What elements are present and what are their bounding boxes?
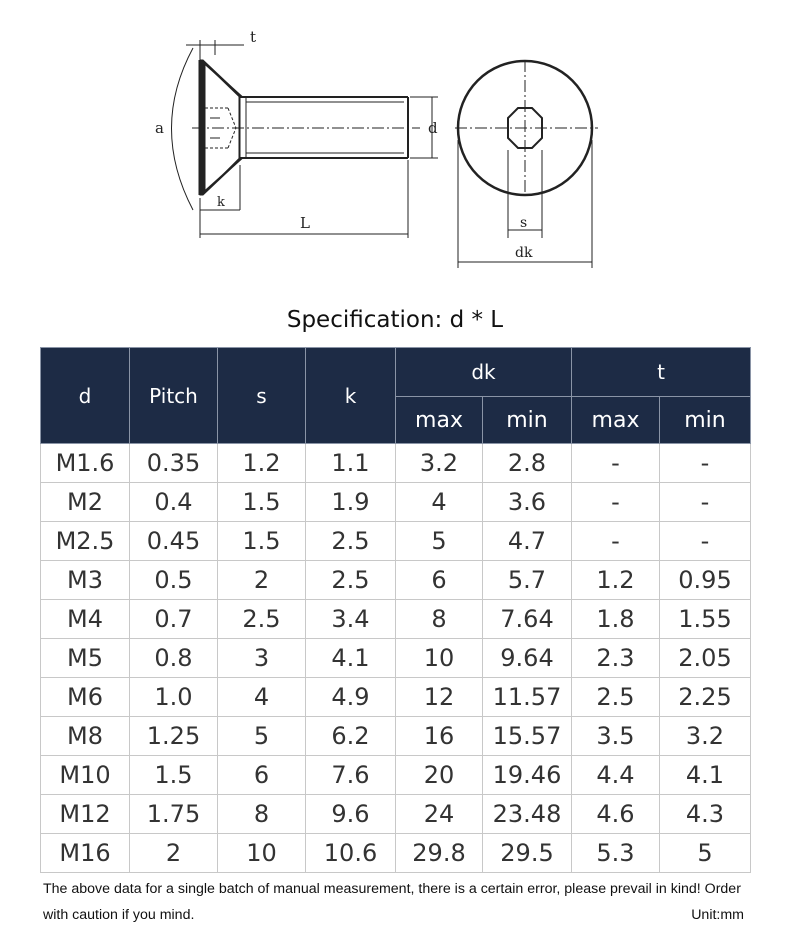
table-row: [41, 756, 751, 795]
table-cell: 3.5: [572, 717, 660, 756]
header-dk-min: min: [483, 397, 572, 444]
note-text: The above data for a single batch of manual measurement, there is a certain error, please prevail in kind! Order with caution if you mind.: [43, 881, 741, 923]
table-row: [41, 483, 751, 522]
table-cell: M16: [41, 834, 130, 873]
header-d: d: [41, 348, 130, 444]
table-cell: 2.25: [660, 678, 751, 717]
table-cell: 16: [396, 717, 483, 756]
header-dk-max: max: [396, 397, 483, 444]
table-cell: M3: [41, 561, 130, 600]
header-dk: dk: [396, 348, 572, 397]
table-cell: 7.64: [483, 600, 572, 639]
table-cell: -: [660, 483, 751, 522]
table-cell: 2.8: [483, 444, 572, 483]
table-cell: 3.2: [396, 444, 483, 483]
table-cell: 1.1: [306, 444, 396, 483]
label-L: L: [300, 214, 310, 232]
table-cell: 2.5: [572, 678, 660, 717]
table-cell: 4.9: [306, 678, 396, 717]
table-cell: 9.64: [483, 639, 572, 678]
table-row: [41, 561, 751, 600]
label-a: a: [155, 119, 164, 137]
table-cell: -: [572, 444, 660, 483]
table-cell: 1.5: [218, 522, 306, 561]
table-cell: 15.57: [483, 717, 572, 756]
table-row: [41, 717, 751, 756]
header-t: t: [572, 348, 751, 397]
table-cell: 11.57: [483, 678, 572, 717]
table-cell: 1.0: [130, 678, 218, 717]
table-cell: 0.95: [660, 561, 751, 600]
label-t: t: [250, 28, 257, 46]
label-dk: dk: [515, 245, 533, 261]
table-cell: 5.7: [483, 561, 572, 600]
table-cell: -: [660, 444, 751, 483]
table-cell: -: [572, 483, 660, 522]
table-cell: 4.1: [306, 639, 396, 678]
table-cell: 1.75: [130, 795, 218, 834]
label-d: d: [428, 119, 438, 137]
table-cell: 29.8: [396, 834, 483, 873]
table-cell: 5.3: [572, 834, 660, 873]
table-cell: 2: [130, 834, 218, 873]
header-k: k: [306, 348, 396, 444]
table-cell: -: [572, 522, 660, 561]
table-cell: 4.4: [572, 756, 660, 795]
table-cell: 23.48: [483, 795, 572, 834]
screw-dimension-diagram: [0, 0, 790, 290]
table-cell: M1.6: [41, 444, 130, 483]
table-cell: 20: [396, 756, 483, 795]
table-cell: 3.2: [660, 717, 751, 756]
table-cell: 1.25: [130, 717, 218, 756]
table-cell: M8: [41, 717, 130, 756]
table-cell: 0.45: [130, 522, 218, 561]
specification-table-body: [41, 444, 751, 873]
table-cell: 3: [218, 639, 306, 678]
table-cell: 2.5: [306, 561, 396, 600]
table-row: [41, 834, 751, 873]
table-cell: M4: [41, 600, 130, 639]
table-cell: 10.6: [306, 834, 396, 873]
table-row: [41, 522, 751, 561]
table-cell: 10: [218, 834, 306, 873]
table-cell: 4.1: [660, 756, 751, 795]
table-cell: 4: [218, 678, 306, 717]
table-cell: 0.5: [130, 561, 218, 600]
table-cell: 1.2: [572, 561, 660, 600]
label-s: s: [520, 215, 528, 231]
table-cell: 2.5: [306, 522, 396, 561]
specification-title: Specification: d * L: [286, 307, 504, 333]
screw-side-view: [192, 60, 420, 195]
table-cell: 1.5: [218, 483, 306, 522]
table-cell: 9.6: [306, 795, 396, 834]
table-cell: 6.2: [306, 717, 396, 756]
table-cell: 5: [660, 834, 751, 873]
table-cell: 1.55: [660, 600, 751, 639]
table-cell: 8: [396, 600, 483, 639]
table-cell: 3.4: [306, 600, 396, 639]
table-cell: 8: [218, 795, 306, 834]
header-t-max: max: [572, 397, 660, 444]
specification-table: [40, 347, 751, 873]
table-cell: 19.46: [483, 756, 572, 795]
table-cell: M2: [41, 483, 130, 522]
table-cell: 0.7: [130, 600, 218, 639]
table-cell: 7.6: [306, 756, 396, 795]
table-cell: 4: [396, 483, 483, 522]
table-cell: 4.3: [660, 795, 751, 834]
table-cell: 1.9: [306, 483, 396, 522]
table-cell: 6: [396, 561, 483, 600]
table-cell: 24: [396, 795, 483, 834]
screw-top-view: [455, 60, 598, 268]
table-cell: 1.8: [572, 600, 660, 639]
table-row: [41, 600, 751, 639]
table-cell: 5: [218, 717, 306, 756]
table-cell: M10: [41, 756, 130, 795]
table-cell: 0.8: [130, 639, 218, 678]
table-cell: 2.5: [218, 600, 306, 639]
table-row: [41, 639, 751, 678]
table-cell: M12: [41, 795, 130, 834]
table-cell: 4.6: [572, 795, 660, 834]
table-cell: 1.5: [130, 756, 218, 795]
header-s: s: [218, 348, 306, 444]
measurement-note: [43, 876, 748, 928]
table-cell: 2: [218, 561, 306, 600]
table-cell: M6: [41, 678, 130, 717]
table-cell: 1.2: [218, 444, 306, 483]
unit-label: Unit:mm: [691, 907, 744, 923]
table-cell: 5: [396, 522, 483, 561]
table-cell: 3.6: [483, 483, 572, 522]
table-cell: 0.35: [130, 444, 218, 483]
table-cell: 2.3: [572, 639, 660, 678]
header-pitch: Pitch: [130, 348, 218, 444]
label-k: k: [217, 195, 225, 210]
table-cell: 4.7: [483, 522, 572, 561]
table-cell: M5: [41, 639, 130, 678]
table-cell: 0.4: [130, 483, 218, 522]
table-cell: 29.5: [483, 834, 572, 873]
table-cell: 12: [396, 678, 483, 717]
table-row: [41, 444, 751, 483]
table-row: [41, 795, 751, 834]
table-cell: M2.5: [41, 522, 130, 561]
table-cell: 6: [218, 756, 306, 795]
table-cell: 10: [396, 639, 483, 678]
table-cell: -: [660, 522, 751, 561]
header-t-min: min: [660, 397, 751, 444]
table-cell: 2.05: [660, 639, 751, 678]
table-row: [41, 678, 751, 717]
